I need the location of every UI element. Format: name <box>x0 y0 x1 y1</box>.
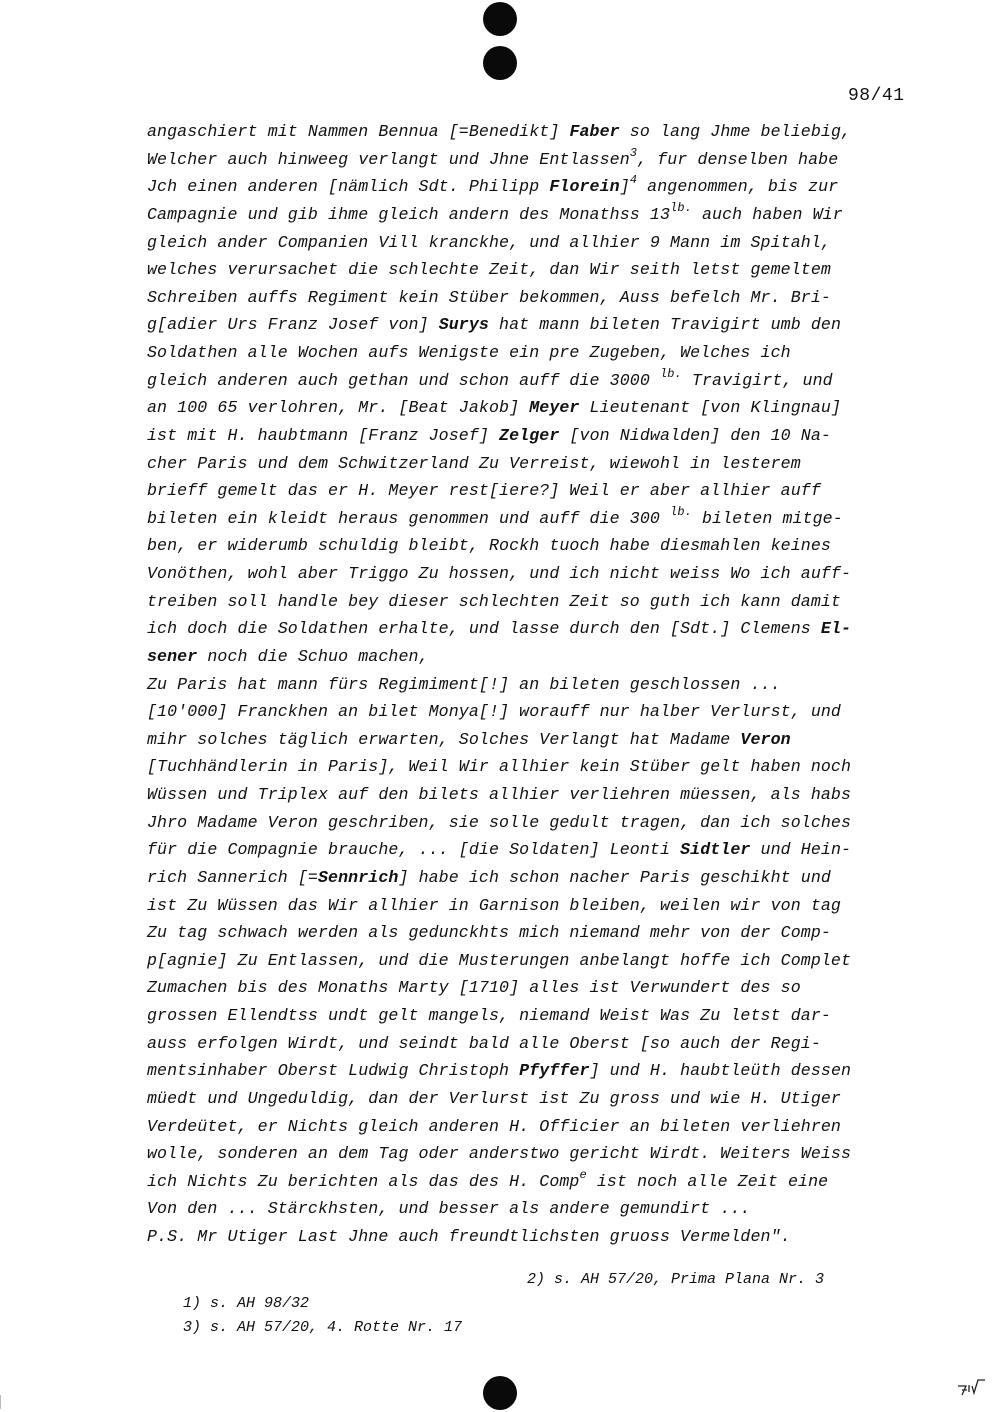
text-segment: Wüssen und Triplex auf den bilets allhier verliehren müessen, als habs <box>147 785 852 804</box>
scan-edge-mark <box>0 1395 7 1409</box>
text-line <box>147 201 927 229</box>
text-segment: angenommen, bis zur <box>637 177 839 197</box>
text-line <box>147 1195 927 1223</box>
text-line <box>147 256 927 284</box>
text-line <box>147 560 927 588</box>
text-segment: g[adier Urs Franz Josef von] <box>147 315 439 335</box>
text-segment: bileten ein kleidt heraus genommen und auff die 300 <box>147 508 671 528</box>
text-segment: Soldathen alle Wochen aufs Wenigste ein pre Zugeben, Welches ich <box>147 343 791 362</box>
footnote-ref: e <box>579 1167 587 1182</box>
letter-body <box>147 118 927 1251</box>
text-segment: Von den ... Stärckhsten, und besser als andere gemundirt ... <box>147 1199 751 1219</box>
footnote-ref: lb. <box>670 200 692 215</box>
text-line <box>147 919 927 947</box>
text-segment: cher Paris und dem Schwitzerland Zu Verreist, wiewohl in lesterem <box>147 453 801 473</box>
text-line <box>147 1030 927 1058</box>
text-line <box>147 781 927 809</box>
text-line <box>147 726 927 754</box>
name-bold: Florein <box>549 177 620 197</box>
text-segment: wolle, sonderen an dem Tag oder anderstwo gericht Wirdt. Weiters Weiss <box>147 1144 852 1164</box>
page-number: 98/41 <box>848 86 905 106</box>
text-segment: für die Compagnie brauche, ... [die Soldaten] Leonti <box>147 840 681 860</box>
text-line <box>147 809 927 837</box>
text-segment: noch die Schuo machen, <box>197 646 429 666</box>
name-bold: Meyer <box>529 398 580 418</box>
punch-hole-top-2 <box>483 46 517 80</box>
text-line <box>147 1085 927 1113</box>
text-segment: Verdeütet, er Nichts gleich anderen H. Officier an bileten verliehren <box>147 1116 841 1136</box>
text-line <box>147 974 927 1002</box>
text-segment: hat mann bileten Travigirt umb den <box>488 315 842 335</box>
text-segment: ] und H. haubtleüth dessen <box>589 1061 852 1081</box>
text-segment: müedt und Ungeduldig, dan der Verlurst ist Zu gross und wie H. Utiger <box>147 1088 841 1108</box>
name-bold: Surys <box>438 315 489 335</box>
text-line <box>147 339 927 367</box>
name-bold: Zelger <box>499 425 560 445</box>
text-segment: ] habe ich schon nacher Paris geschikht und <box>398 867 831 887</box>
text-segment: [10'000] Franckhen an bilet Monya[!] worauff nur halber Verlurst, und <box>147 702 841 722</box>
footnote-row-1 <box>147 1268 927 1312</box>
name-bold: El- <box>820 619 852 639</box>
text-segment: P.S. Mr Utiger Last Jhne auch freundtlichsten gruoss Vermelden". <box>147 1227 791 1246</box>
footnote-ref: lb. <box>659 366 682 381</box>
text-segment: gleich ander Companien Vill kranckhe, und allhier 9 Mann im Spitahl, <box>147 232 831 252</box>
text-segment: Campagnie und gib ihme gleich andern des Monathss 13 <box>147 204 671 224</box>
text-segment: Jhro Madame Veron geschriben, sie solle gedult tragen, dan ich solches <box>147 812 852 832</box>
footnote-ref: 4 <box>629 173 638 188</box>
text-segment: angaschiert mit Nammen Bennua [=Benedikt] <box>147 122 570 141</box>
text-line <box>147 450 927 478</box>
text-segment: Vonöthen, wohl aber Triggo Zu hossen, und ich nicht weiss Wo ich auff- <box>147 564 852 583</box>
text-segment: [Tuchhändlerin in Paris], Weil Wir allhier kein Stüber gelt haben noch <box>147 757 852 777</box>
text-segment: bileten mitge- <box>691 508 843 528</box>
text-segment: treiben soll handle bey dieser schlechten Zeit so guth ich kann damit <box>147 591 841 611</box>
text-segment: ist Zu Wüssen das Wir allhier in Garnison bleiben, weilen wir von tag <box>147 895 841 915</box>
text-line <box>147 173 927 201</box>
text-segment: mihr solches täglich erwarten, Solches Verlangt hat Madame <box>147 729 741 749</box>
text-line <box>147 118 927 146</box>
text-segment: ist noch alle Zeit eine <box>586 1171 829 1191</box>
text-segment: Jch einen anderen [nämlich Sdt. Philipp <box>147 177 550 197</box>
text-line <box>147 311 927 339</box>
text-line <box>147 505 927 533</box>
text-segment: [von Nidwalden] den 10 Na- <box>559 425 831 445</box>
footnote-row-2 <box>147 1292 927 1336</box>
name-bold: sener <box>147 646 198 666</box>
text-segment: welches verursachet die schlechte Zeit, dan Wir seith letst gemeltem <box>147 260 831 280</box>
text-segment: ist mit H. haubtmann [Franz Josef] <box>147 425 500 445</box>
text-line <box>147 394 927 422</box>
text-segment: p[agnie] Zu Entlassen, und die Musterungen anbelangt hoffe ich Complet <box>147 950 852 970</box>
text-line <box>147 892 927 920</box>
name-bold: Sidtler <box>680 840 751 860</box>
text-line <box>147 947 927 975</box>
text-segment: grossen Ellendtss undt gelt mangels, niemand Weist Was Zu letst dar- <box>147 1006 831 1025</box>
text-line <box>147 146 927 174</box>
text-segment: auch haben Wir <box>691 204 843 224</box>
name-bold: Faber <box>569 122 620 141</box>
text-segment: Zu tag schwach werden als gedunckhts mich niemand mehr von der Comp- <box>147 923 831 943</box>
text-line <box>147 615 927 643</box>
text-line <box>147 422 927 450</box>
text-line <box>147 836 927 864</box>
text-line <box>147 477 927 505</box>
text-line <box>147 698 927 726</box>
footnote-1: 1) s. AH 98/32 <box>183 1295 310 1312</box>
text-line <box>147 1140 927 1168</box>
text-segment: rich Sannerich [= <box>147 867 318 887</box>
footnote-2: 2) s. AH 57/20, Prima Plana Nr. 3 <box>527 1271 825 1288</box>
text-segment: Zumachen bis des Monaths Marty [1710] alles ist Verwundert des so <box>147 978 801 998</box>
name-bold: Veron <box>740 729 791 749</box>
text-line <box>147 671 927 699</box>
text-segment: ben, er widerumb schuldig bleibt, Rockh tuoch habe diesmahlen keines <box>147 536 831 556</box>
text-segment: und Hein- <box>750 840 852 860</box>
text-line <box>147 864 927 892</box>
text-segment: Welcher auch hinweeg verlangt und Jhne Entlassen <box>147 149 630 169</box>
text-segment: mentsinhaber Oberst Ludwig Christoph <box>147 1061 520 1081</box>
footnote-ref: lb. <box>670 504 692 519</box>
name-bold: Pfyffer <box>519 1061 590 1081</box>
text-segment: ich Nichts Zu berichten als das des H. Comp <box>147 1171 580 1191</box>
footnote-ref: 3 <box>629 145 638 160</box>
text-segment: gleich anderen auch gethan und schon auff die 3000 <box>147 370 660 390</box>
text-segment: Lieutenant [von Klingnau] <box>579 398 842 418</box>
text-line <box>147 229 927 257</box>
text-segment: an 100 65 verlohren, Mr. [Beat Jakob] <box>147 398 530 418</box>
text-line <box>147 284 927 312</box>
punch-hole-bottom <box>483 1376 517 1410</box>
text-line <box>147 643 927 671</box>
text-line <box>147 588 927 616</box>
text-segment: brieff gemelt das er H. Meyer rest[iere?] Weil er aber allhier auff <box>147 481 821 501</box>
text-line <box>147 1168 927 1196</box>
text-segment: so lang Jhme beliebig, <box>619 122 852 141</box>
name-bold: Sennrich <box>317 867 399 887</box>
footnote-3: 3) s. AH 57/20, 4. Rotte Nr. 17 <box>183 1319 463 1336</box>
footnotes <box>147 1268 927 1336</box>
text-segment: Zu Paris hat mann fürs Regimiment[!] an bileten geschlossen ... <box>147 674 781 694</box>
text-segment: Travigirt, und <box>681 370 833 390</box>
handwritten-corner-mark <box>956 1378 986 1398</box>
text-segment: auss erfolgen Wirdt, und seindt bald alle Oberst [so auch der Regi- <box>147 1033 821 1053</box>
text-segment: ] <box>619 177 630 197</box>
text-line <box>147 1057 927 1085</box>
text-line <box>147 1002 927 1030</box>
text-segment: ich doch die Soldathen erhalte, und lasse durch den [Sdt.] Clemens <box>147 619 821 639</box>
text-line <box>147 367 927 395</box>
text-line <box>147 532 927 560</box>
text-line <box>147 753 927 781</box>
text-line <box>147 1113 927 1141</box>
punch-hole-top-1 <box>483 2 517 36</box>
text-segment: , fur denselben habe <box>637 149 839 169</box>
text-segment: Schreiben auffs Regiment kein Stüber bekommen, Auss befelch Mr. Bri- <box>147 287 831 307</box>
text-line <box>147 1223 927 1251</box>
